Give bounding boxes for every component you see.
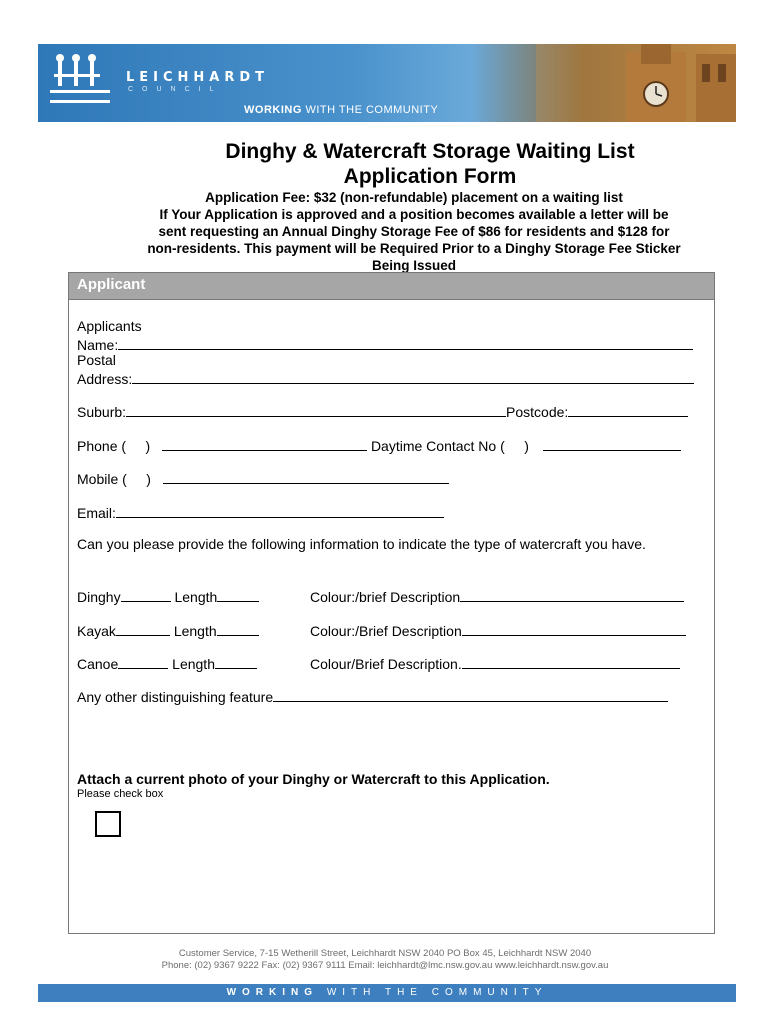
name-label: Name: [77,337,119,353]
other-feature-field[interactable] [273,687,668,702]
tagline-bold: WORKING [244,104,302,116]
suburb-field[interactable] [126,402,506,417]
kayak-label: Kayak [77,623,116,639]
mobile-label: Mobile ( ) [77,471,151,487]
form-title-line2: Application Form [343,165,517,188]
phone-field[interactable] [162,436,367,451]
applicants-label: Applicants [77,318,142,334]
email-label: Email: [77,505,116,521]
fee-line2: If Your Application is approved and a position becomes available a letter will be [159,207,669,222]
email-field[interactable] [116,503,444,518]
canoe-row [77,654,257,672]
fee-line5: Being Issued [371,258,457,273]
check-box-note: Please check box [77,788,164,800]
suburb-row [77,402,688,420]
attach-photo-instruction: Attach a current photo of your Dinghy or Watercraft to this Application. [77,771,550,787]
mobile-row [77,469,449,487]
town-hall-photo [536,44,736,122]
postal-label: Postal [77,352,116,368]
fee-line3: sent requesting an Annual Dinghy Storage Fee of $86 for residents and $128 for [158,224,670,239]
watercraft-question: Can you please provide the following information to indicate the type of watercraft you have. [77,536,646,552]
section-heading: Applicant [69,273,714,300]
dinghy-length-label: Length [174,589,218,605]
dinghy-field[interactable] [121,587,171,602]
header-tagline [244,104,438,116]
tagline-rest: WITH THE COMMUNITY [305,104,439,116]
phone-row [77,436,681,454]
dinghy-colour-field[interactable] [460,587,684,602]
mobile-field[interactable] [163,469,449,484]
dinghy-row [77,587,259,605]
phone-label: Phone ( ) [77,438,151,454]
name-field[interactable] [118,335,693,350]
footer-address-line2: Phone: (02) 9367 9222 Fax: (02) 9367 9111 Email: leichhardt@lmc.nsw.gov.au www.leichhardt.nsw.gov.au [161,960,609,971]
brand-name: LEICHHARDT [126,70,270,85]
brand-subtitle: COUNCIL [128,86,223,93]
dinghy-length-field[interactable] [217,587,259,602]
daytime-contact-field[interactable] [543,436,681,451]
kayak-row [77,621,259,639]
dinghy-colour-row [310,587,684,605]
canoe-colour-row [310,654,680,672]
canoe-colour-field[interactable] [462,654,680,669]
canoe-field[interactable] [118,654,168,669]
address-row [77,369,694,387]
kayak-colour-field[interactable] [462,621,686,636]
kayak-length-field[interactable] [217,621,259,636]
footer-bar [38,984,736,1002]
footer-bar-bold: WORKING [226,987,319,998]
canoe-label: Canoe [77,656,119,672]
header-banner [38,44,736,122]
applicant-section [68,272,715,934]
email-row [77,503,444,521]
dinghy-colour-label: Colour:/brief Description [310,589,461,605]
name-row [77,335,693,353]
address-field[interactable] [132,369,694,384]
council-logo-icon [50,50,120,112]
form-title-line1: Dinghy & Watercraft Storage Waiting List [225,140,635,163]
kayak-colour-row [310,621,686,639]
suburb-label: Suburb: [77,404,127,420]
kayak-colour-label: Colour:/Brief Description [310,623,462,639]
photo-attached-checkbox[interactable] [95,811,121,837]
canoe-length-field[interactable] [215,654,257,669]
fee-line4: non-residents. This payment will be Required Prior to a Dinghy Storage Fee Sticker [147,241,681,256]
daytime-contact-label: Daytime Contact No ( ) [370,438,529,454]
dinghy-label: Dinghy [77,589,121,605]
canoe-length-label: Length [172,656,215,672]
address-label: Address: [77,371,133,387]
other-feature-label: Any other distinguishing feature [77,689,274,705]
kayak-field[interactable] [116,621,170,636]
canoe-colour-label: Colour/Brief Description. [310,656,462,672]
fee-line1: Application Fee: $32 (non-refundable) placement on a waiting list [205,190,623,205]
footer-address-line1: Customer Service, 7-15 Wetherill Street, Leichhardt NSW 2040 PO Box 45, Leichhardt NSW 2040 [178,948,592,959]
postcode-field[interactable] [568,402,688,417]
footer-bar-rest: WITH THE COMMUNITY [326,987,548,998]
other-feature-row [77,687,668,705]
postcode-label: Postcode: [506,404,569,420]
kayak-length-label: Length [173,623,217,639]
